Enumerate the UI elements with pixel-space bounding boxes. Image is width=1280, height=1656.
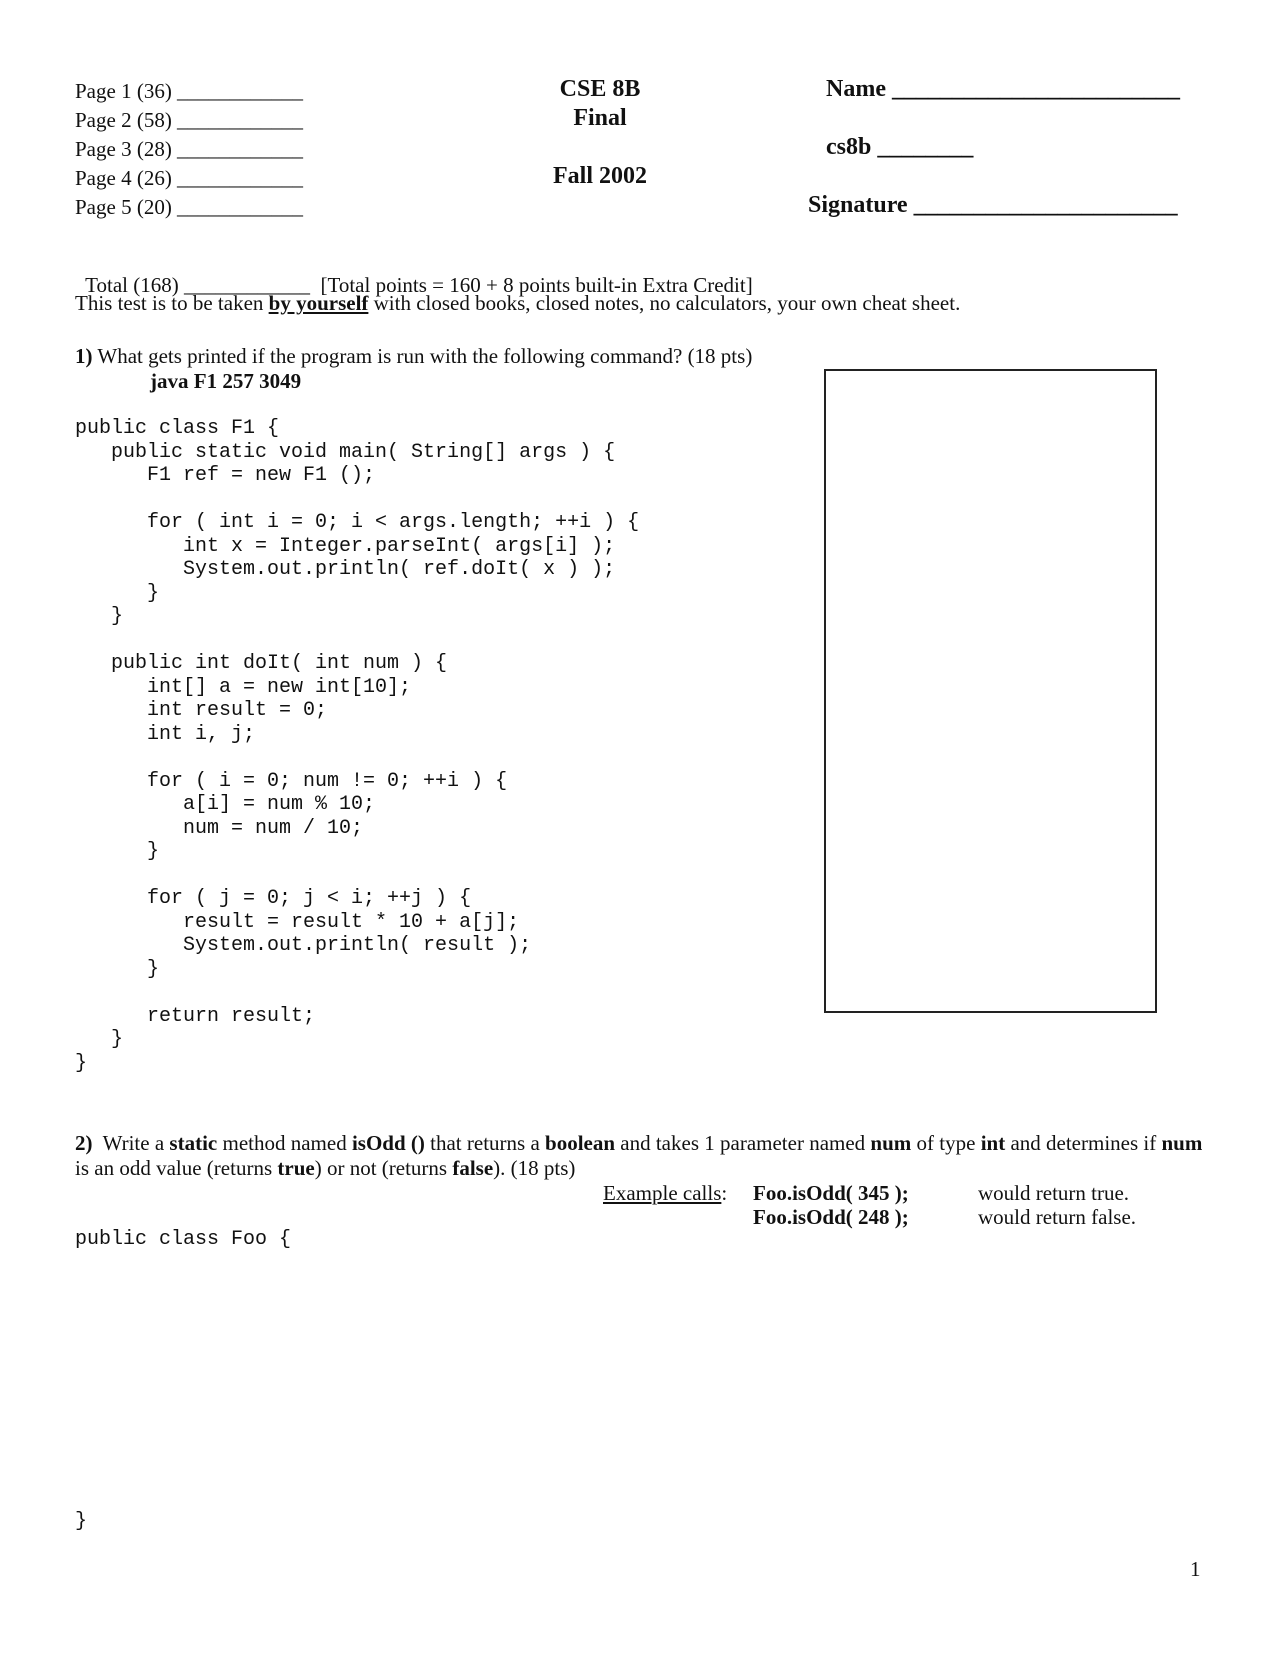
course-title: CSE 8B [559,76,641,102]
total-label: Total (168) ____________ [85,273,310,297]
q2-text-2: method named [217,1131,352,1155]
q2-text-7: is an odd value (returns [75,1156,278,1180]
q2-bold-false: false [452,1156,494,1180]
q2-text-4: and takes 1 parameter named [615,1131,871,1155]
q1-code: public class F1 { public static void main( String[] args ) { F1 ref = new F1 (); for ( int i = 0; i < args.length; ++i ) { int x = Integer.parseInt( args[i] ); System.out.println( ref.doIt( x ) ); } } public int doIt( int num ) { int[] a = new int[10]; int result = 0; int i, j; for ( i = 0; num != 0; ++i ) { a[i] = num % 10; num = num / 10; } for ( j = 0; j < i; ++j ) { result = result * 10 + a[j]; System.out.println( result ); } return result; } } [75,417,640,1075]
name-field: Name ________________________ [826,76,1180,102]
q2-answer-area[interactable] [75,1260,1175,1510]
page-score-line-3: Page 3 (28) ____________ [75,137,304,161]
q2-example-colon: : [721,1181,728,1205]
q2-call-2: Foo.isOdd( 248 ); [753,1205,909,1229]
q2-bold-num: num [870,1131,912,1155]
q1-command-text: java F1 257 3049 [150,369,302,393]
term-title: Fall 2002 [553,163,647,189]
page-score-line-1: Page 1 (36) ____________ [75,79,304,103]
q1-answer-box[interactable] [824,369,1157,1013]
total-note: [Total points = 160 + 8 points built-in Extra Credit] [320,273,753,297]
q2-text-8: ) or not (returns [314,1156,453,1180]
page-number: 1 [1190,1557,1201,1581]
q2-example-result-1: would return true. [978,1181,1130,1205]
q2-prompt-line-2 [75,1154,575,1183]
q2-bold-boolean: boolean [545,1131,616,1155]
page-score-line-4: Page 4 (26) ____________ [75,166,304,190]
q2-code-open: public class Foo { [75,1228,292,1251]
q2-text-1: Write a [92,1131,170,1155]
q2-example-result-2: would return false. [978,1205,1137,1229]
q2-bold-static: static [169,1131,218,1155]
q2-text-6: and determines if [1005,1131,1162,1155]
page-score-line-2: Page 2 (58) ____________ [75,108,304,132]
signature-field: Signature ______________________ [808,192,1178,218]
login-field: cs8b ________ [826,134,974,160]
q1-command [150,367,301,396]
q2-bold-true: true [277,1156,315,1180]
q2-example-label [603,1179,727,1208]
instructions [75,289,960,318]
q2-text-9: ). (18 pts) [493,1156,576,1180]
q2-bold-num-2: num [1161,1131,1203,1155]
q2-bold-isodd: isOdd () [351,1131,425,1155]
q1-number: 1) [75,344,93,368]
instructions-pre: This test is to be taken [75,291,269,315]
page-score-line-5: Page 5 (20) ____________ [75,195,304,219]
q2-number: 2) [75,1131,93,1155]
q2-code-close: } [75,1510,88,1533]
q2-example-call-2 [753,1203,909,1232]
q2-example-label-text: Example calls [603,1181,722,1205]
q2-bold-int: int [980,1131,1006,1155]
q2-call-1: Foo.isOdd( 345 ); [753,1181,909,1205]
q2-text-5: of type [911,1131,981,1155]
instructions-post: with closed books, closed notes, no calculators, your own cheat sheet. [368,291,961,315]
q2-text-3: that returns a [424,1131,546,1155]
q1-text: What gets printed if the program is run with the following command? (18 pts) [92,344,753,368]
exam-title: Final [573,105,627,131]
instructions-emphasis: by yourself [268,291,369,315]
